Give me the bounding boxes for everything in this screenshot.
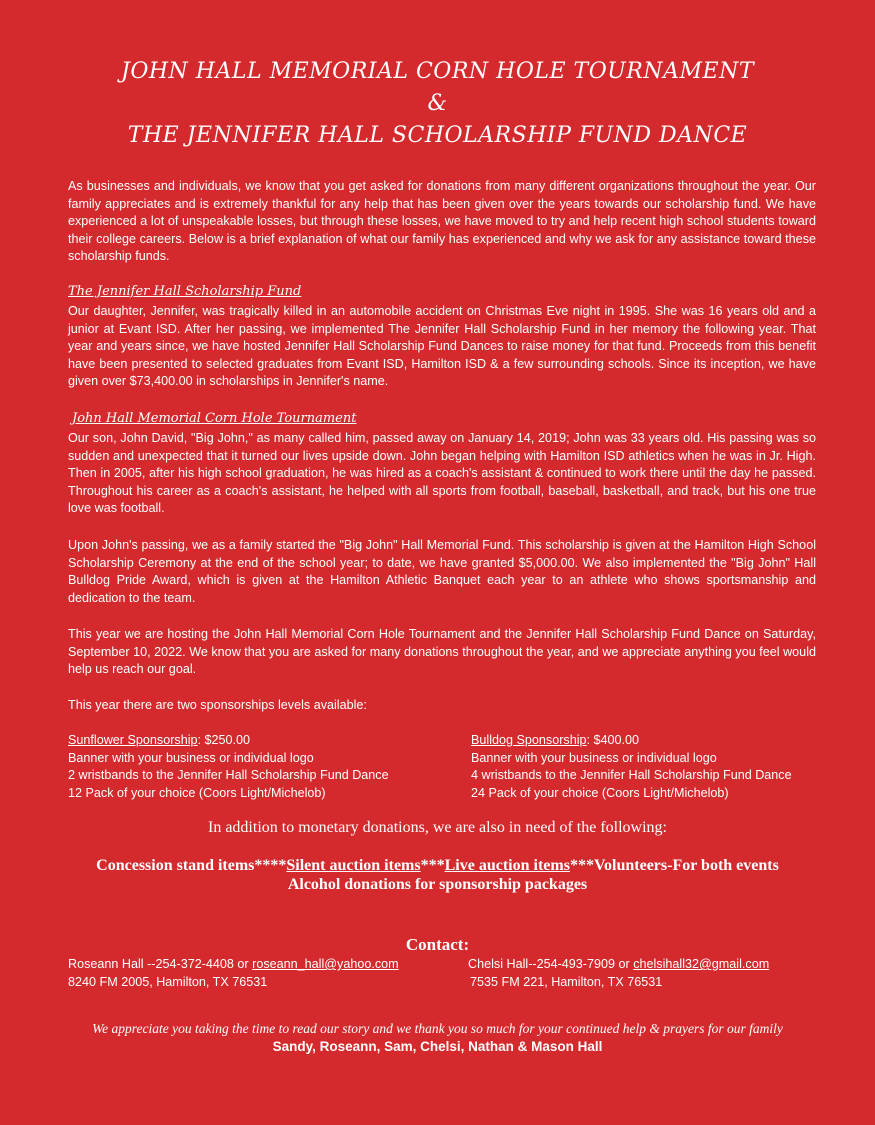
- footer-thanks: We appreciate you taking the time to read our story and we thank you so much for your continued help & prayers for our family: [92, 1021, 783, 1036]
- contact-phone: Roseann Hall --254-372-4408 or: [68, 957, 253, 971]
- sponsorship-sunflower: [68, 732, 389, 802]
- sponsorship-item: Banner with your business or individual logo: [471, 750, 717, 765]
- needs-alcohol: Alcohol donations for sponsorship packages: [287, 876, 588, 893]
- title-line-1: JOHN HALL MEMORIAL CORN HOLE TOURNAMENT: [121, 59, 754, 84]
- contact-chelsi: [468, 956, 769, 991]
- contact-roseann: [68, 956, 399, 991]
- contact-email-link[interactable]: roseann_hall@yahoo.com: [252, 957, 399, 971]
- john-heading: John Hall Memorial Corn Hole Tournament: [72, 411, 357, 426]
- sponsorship-name: Sunflower Sponsorship: [68, 733, 198, 747]
- title-ampersand: &: [427, 91, 448, 116]
- contact-phone: Chelsi Hall--254-493-7909 or: [468, 957, 634, 971]
- contact-address: 8240 FM 2005, Hamilton, TX 76531: [68, 974, 268, 989]
- sponsorship-levels: [68, 732, 828, 804]
- contact-email-link[interactable]: chelsihall32@gmail.com: [633, 957, 770, 971]
- john-paragraph-2: Upon John's passing, we as a family started the "Big John" Hall Memorial Fund. This scholarship is given at the Hamilton High School Scholarship Ceremony at the end of the school year; to date, we have granted $5,000.00. We also implemented the "Big John" Hall Bulldog Pride Award, which is given at the Hamilton Athletic Banquet each year to an athlete who shows sportsmanship and dedication to the team.: [68, 538, 816, 605]
- needs-list: [0, 856, 875, 894]
- sponsorship-item: 2 wristbands to the Jennifer Hall Scholarship Fund Dance: [68, 768, 389, 783]
- needs-separator: ***: [420, 857, 445, 874]
- sponsorship-name: Bulldog Sponsorship: [471, 733, 587, 747]
- contact-list: [68, 956, 828, 992]
- needs-silent-auction: Silent auction items: [286, 857, 421, 874]
- sponsorship-bulldog: [471, 732, 792, 802]
- contact-heading: Contact:: [405, 935, 470, 954]
- levels-intro: This year there are two sponsorships levels available:: [68, 698, 367, 712]
- needs-live-auction: Live auction items: [444, 857, 570, 874]
- needs-intro: In addition to monetary donations, we are also in need of the following:: [208, 819, 667, 836]
- john-paragraph-3: This year we are hosting the John Hall Memorial Corn Hole Tournament and the Jennifer Hall Scholarship Fund Dance on Saturday, September 10, 2022. We know that you are asked for many donations throughout the year, and we appreciate anything you feel would help us reach our goal.: [68, 627, 816, 677]
- sponsorship-item: 24 Pack of your choice (Coors Light/Michelob): [471, 785, 729, 800]
- sponsorship-price: : $400.00: [586, 733, 640, 747]
- needs-volunteers: ***Volunteers-For both events: [569, 857, 779, 874]
- jennifer-paragraph: Our daughter, Jennifer, was tragically killed in an automobile accident on Christmas Eve night in 1995. She was 16 years old and a junior at Evant ISD. After her passing, we implemented The Jennifer Hall Scholarship Fund in her memory the following year. That year and years since, we have hosted Jennifer Hall Scholarship Fund Dances to raise money for that fund. Proceeds from this benefit have been presented to selected graduates from Evant ISD, Hamilton ISD & a few surrounding schools. Since its inception, we have given over $73,400.00 in scholarships in Jennifer's name.: [68, 304, 816, 389]
- sponsorship-item: 4 wristbands to the Jennifer Hall Scholarship Fund Dance: [471, 768, 792, 783]
- sponsorship-item: 12 Pack of your choice (Coors Light/Michelob): [68, 785, 326, 800]
- title-line-3: THE JENNIFER HALL SCHOLARSHIP FUND DANCE: [127, 123, 748, 148]
- john-paragraph-1: Our son, John David, "Big John," as many called him, passed away on January 14, 2019; John was 33 years old. His passing was so sudden and unexpected that it turned our lives upside down. John began helping with Hamilton ISD athletics when he was in Jr. High. Then in 2005, after his high school graduation, he was hired as a coach's assistant & continued to work there until the day he passed. Throughout his career as a coach's assistant, he helped with all sports from football, baseball, basketball, and track, but his one true love was football.: [68, 431, 816, 516]
- sponsorship-item: Banner with your business or individual logo: [68, 750, 314, 765]
- title-block: [0, 56, 875, 152]
- sponsorship-price: : $250.00: [197, 733, 251, 747]
- contact-address: 7535 FM 221, Hamilton, TX 76531: [470, 974, 663, 989]
- jennifer-heading: The Jennifer Hall Scholarship Fund: [68, 284, 302, 299]
- footer-names: Sandy, Roseann, Sam, Chelsi, Nathan & Mason Hall: [272, 1039, 603, 1054]
- needs-concession: Concession stand items****: [96, 857, 287, 874]
- intro-paragraph: As businesses and individuals, we know that you get asked for donations from many different organizations throughout the year. Our family appreciates and is extremely thankful for any help that has been given over the years towards our scholarship fund. We have experienced a lot of unspeakable losses, but through these losses, we have moved to try and help recent high school students toward their college careers. Below is a brief explanation of what our family has experienced and why we ask for any assistance toward these scholarship funds.: [68, 179, 816, 264]
